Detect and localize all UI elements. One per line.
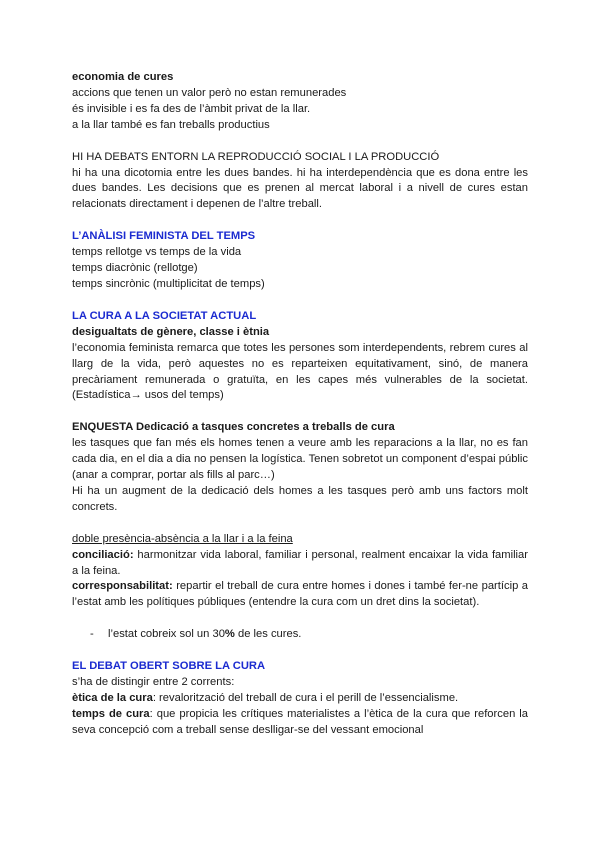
- definition-temps-cura: [72, 707, 528, 739]
- section-heading-analisi-feminista: L’ANÀLISI FEMINISTA DEL TEMPS: [72, 230, 256, 243]
- text-line: accions que tenen un valor però no estan remunerades: [72, 86, 347, 99]
- section-heading-cura-societat: LA CURA A LA SOCIETAT ACTUAL: [72, 309, 257, 322]
- definition-etica-cura: [72, 691, 528, 707]
- bullet-text: l’estat cobreix sol un 30: [108, 628, 225, 641]
- definition-text: : revalorització del treball de cura i el perill de l’essencialisme.: [152, 692, 459, 704]
- bullet-text-end: de les cures.: [234, 628, 302, 641]
- bullet-percent: %: [224, 628, 235, 641]
- text-line-intro: s’ha de distingir entre 2 corrents:: [72, 676, 235, 689]
- definition-conciliacio: [72, 548, 528, 580]
- section-heading-debats: HI HA DEBATS ENTORN LA REPRODUCCIÓ SOCIAL I LA PRODUCCIÓ: [72, 150, 440, 163]
- text-line: temps diacrònic (rellotge): [72, 262, 198, 275]
- document-page: [72, 70, 528, 739]
- text-line: a la llar també es fan treballs productius: [72, 118, 270, 131]
- paragraph-dicotomia: hi ha una dicotomia entre les dues bandes. hi ha interdependència que es dona entre les dues bandes. Les decisions que es prenen al mercat laboral i a nivell de cures estan relacionats directament i depenen de l’altre treball.: [72, 166, 528, 211]
- paragraph-economia-feminista: l’economia feminista remarca que totes les persones som interdependents, rebrem cures al llarg de la vida, però aquestes no es reparteixen equitativament, sinó, de manera precàriament remunerada o gratuïta, en les capes més vulnerables de la societat. (Estadística→ usos del temps): [72, 341, 528, 402]
- section-heading-enquesta: ENQUESTA Dedicació a tasques concretes a treballs de cura: [72, 421, 395, 434]
- term-corresponsabilitat: corresponsabilitat:: [72, 580, 173, 593]
- bullet-dash: -: [90, 628, 94, 641]
- section-heading-debat-obert: EL DEBAT OBERT SOBRE LA CURA: [72, 660, 266, 673]
- definition-text: : que propicia les crítiques materialistes a l’ètica de la cura que reforcen la seva concepció com a treball sense deslligar-se del vessant emocional: [72, 707, 528, 736]
- subheading-desigualtats: desigualtats de gènere, classe i ètnia: [72, 325, 270, 338]
- section-heading-economia-de-cures: economia de cures: [72, 71, 174, 83]
- text-line: temps sincrònic (multiplicitat de temps): [72, 277, 265, 290]
- definition-text: harmonitzar vida laboral, familiar i personal, realment encaixar la vida familiar a la feina.: [72, 548, 528, 577]
- term-temps-cura: temps de cura: [72, 707, 150, 720]
- term-etica-cura: ètica de la cura: [72, 692, 153, 704]
- term-conciliacio: conciliació:: [72, 548, 134, 561]
- text-line: és invisible i es fa des de l’àmbit privat de la llar.: [72, 102, 311, 115]
- definition-text: repartir el treball de cura entre homes i dones i també fer-ne partícip a l’estat amb les polítiques públiques (entendre la cura com un dret dins la societat).: [72, 580, 528, 609]
- definition-corresponsabilitat: [72, 579, 528, 611]
- text-line: temps rellotge vs temps de la vida: [72, 246, 242, 259]
- underlined-heading-doble-presencia: doble presència-absència a la llar i a la feina: [72, 532, 293, 545]
- bullet-item-estat-cobreix: [72, 627, 528, 643]
- paragraph-tasques-homes: les tasques que fan més els homes tenen a veure amb les reparacions a la llar, no es fan cada dia, en el dia a dia no pensen la logística. Tenen sobretot un component d’espai públic (anar a comprar, portar als fills al parc…): [72, 437, 528, 482]
- paragraph-augment-dedicacio: Hi ha un augment de la dedicació dels homes a les tasques però amb uns factors molt concrets.: [72, 484, 528, 513]
